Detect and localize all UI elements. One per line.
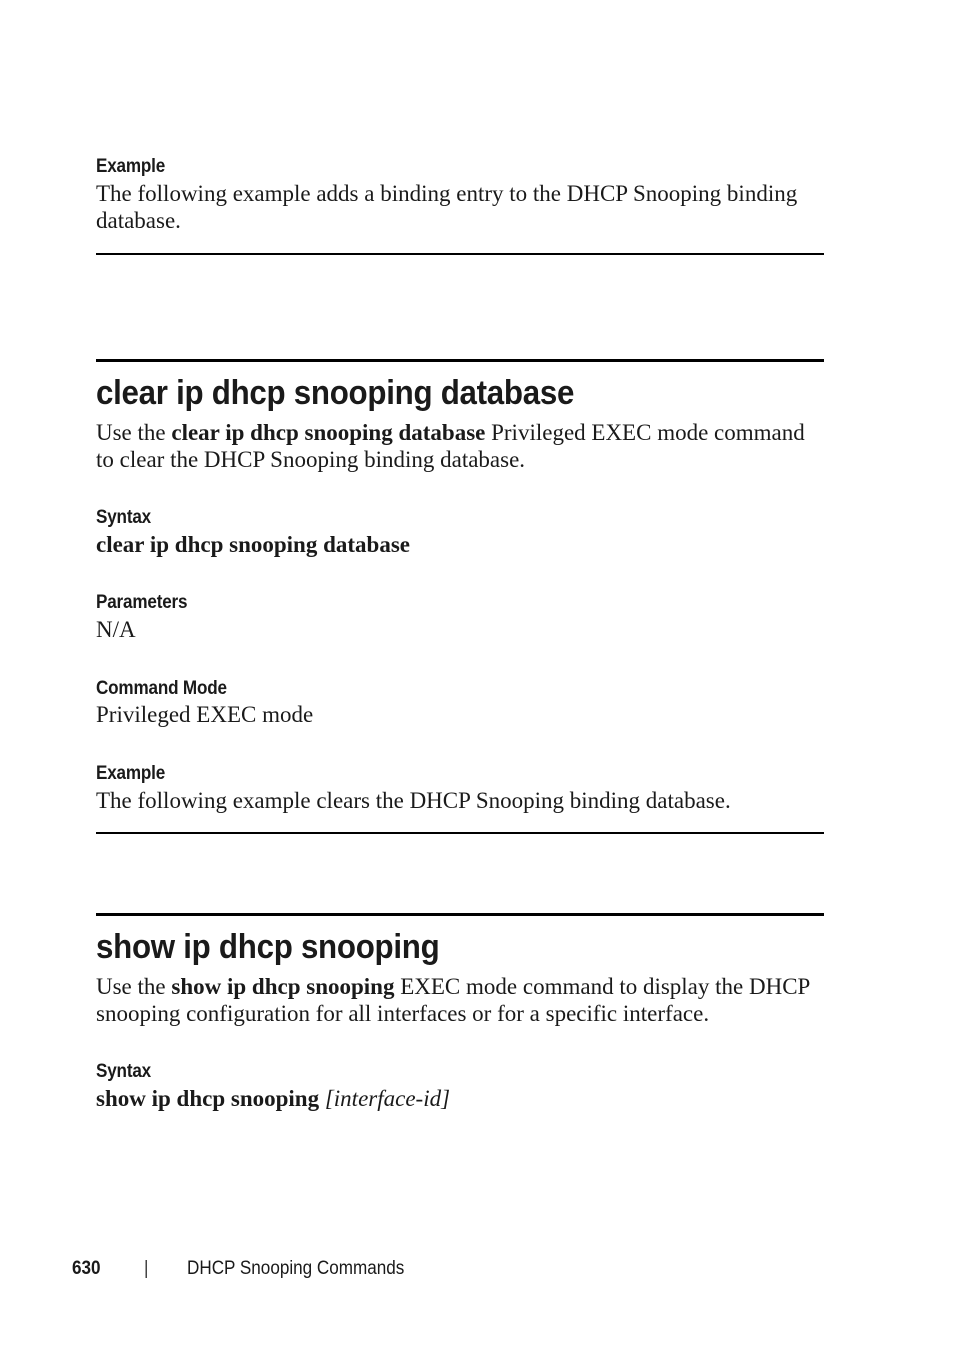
description-line: snooping configuration for all interfaces or for a specific interface. (96, 1001, 710, 1026)
parameters-heading: Parameters (96, 592, 188, 613)
description-line (96, 973, 810, 1000)
page-number: 630 (72, 1258, 101, 1279)
command-description (96, 973, 810, 1027)
command-title: clear ip dhcp snooping database (96, 374, 575, 412)
example-text-line: The following example adds a binding entry to the DHCP Snooping binding (96, 181, 798, 206)
example-text (96, 180, 797, 234)
syntax-command: show ip dhcp snooping (96, 1086, 320, 1111)
parameters-text: N/A (96, 617, 136, 642)
description-text: EXEC mode command to display the DHCP (394, 974, 811, 999)
syntax-heading: Syntax (96, 507, 151, 528)
command-rule (96, 359, 824, 362)
description-text: Use the (96, 974, 172, 999)
description-text: Use the (96, 420, 172, 445)
command-keyword: clear ip dhcp snooping database (171, 420, 486, 445)
command-title: show ip dhcp snooping (96, 928, 440, 966)
footer-separator: | (144, 1258, 149, 1279)
command-rule (96, 913, 824, 916)
description-text: Privileged EXEC mode command (485, 420, 805, 445)
command-mode-heading: Command Mode (96, 678, 227, 699)
description-line: to clear the DHCP Snooping binding database. (96, 447, 526, 472)
command-keyword: show ip dhcp snooping (171, 974, 395, 999)
description-line (96, 419, 805, 446)
example-heading: Example (96, 156, 166, 177)
example-heading: Example (96, 763, 166, 784)
command-description (96, 419, 805, 473)
section-divider (96, 832, 824, 834)
syntax-text (96, 1085, 450, 1112)
command-mode-text: Privileged EXEC mode (96, 702, 314, 727)
syntax-text: clear ip dhcp snooping database (96, 532, 410, 557)
example-text: The following example clears the DHCP Snooping binding database. (96, 788, 731, 813)
chapter-title: DHCP Snooping Commands (187, 1258, 405, 1279)
syntax-heading: Syntax (96, 1061, 151, 1082)
section-divider (96, 253, 824, 255)
example-text-line: database. (96, 208, 181, 233)
syntax-argument: [interface-id] (324, 1086, 451, 1111)
